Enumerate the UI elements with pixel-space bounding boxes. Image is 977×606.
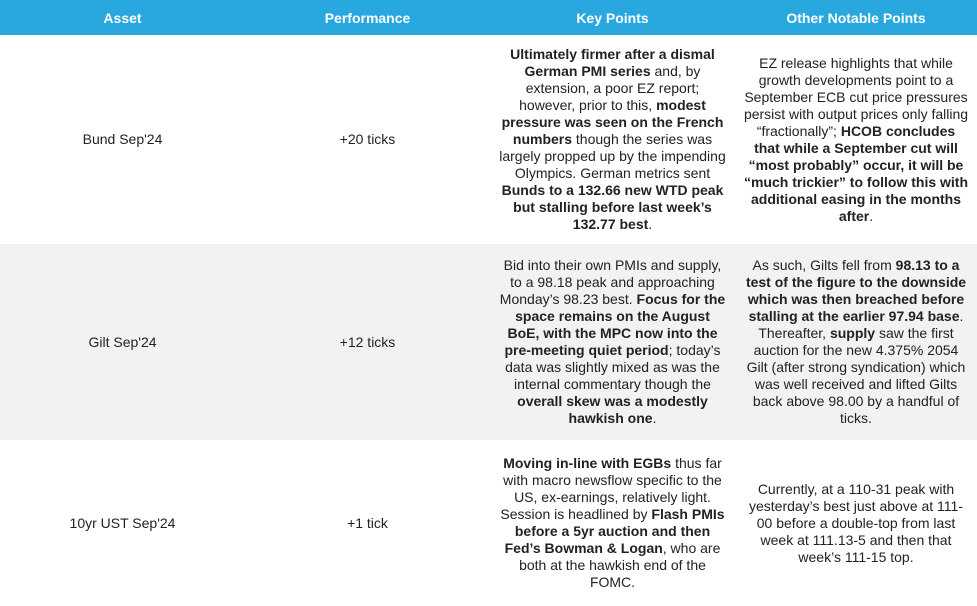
text-segment: Currently, at a 110-31 peak with yesterday’s best just above at 111-00 before a double-top from last week at 111.13-5 and then that week’s 111-15 top. (748, 480, 963, 565)
table-row (0, 440, 977, 606)
header-asset: Asset (0, 0, 245, 35)
header-row (0, 0, 977, 35)
header-performance: Performance (245, 0, 490, 35)
text-segment: . (648, 216, 653, 232)
other-points-cell (735, 244, 977, 440)
bold-text-segment: 98.13 to a test of the figure to the downside which was then breached before stalling at the earlier 97.94 base (745, 257, 967, 324)
text-segment: . (869, 207, 874, 224)
performance-cell: +20 ticks (339, 131, 396, 147)
bold-text-segment: Ultimately firmer after a dismal German PMI series (510, 46, 715, 79)
bold-text-segment: HCOB concludes that while a September cut will “most probably” occur, it will be “much trickier” to follow this with additional easing in the months after (743, 122, 968, 224)
asset-cell: Bund Sep'24 (82, 131, 163, 147)
text-segment: , who are both at the hawkish end of the FOMC. (519, 540, 721, 590)
text-segment: though the series was largely propped up by the impending Olympics. German metrics sent (499, 131, 726, 181)
text-segment: Bid into their own PMIs and supply, to a 98.18 peak and approaching Monday’s 98.23 best. (499, 257, 722, 307)
text-segment: As such, Gilts fell from (752, 257, 896, 273)
text-segment: thus far with macro newsflow specific to the US, ex-earnings, relatively light. Session is headlined by (500, 455, 722, 522)
bold-text-segment: overall skew was a modestly hawkish one (517, 393, 708, 426)
text-segment: EZ release highlights that while growth developments point to a September ECB cut price pressures persist with output prices only falling “fractionally”; (743, 54, 969, 139)
bold-text-segment: Moving in-line with EGBs (503, 455, 672, 471)
text-segment: . (652, 410, 657, 426)
performance-cell: +1 tick (347, 514, 388, 531)
asset-cell: Gilt Sep'24 (0, 244, 245, 440)
bold-text-segment: Focus for the space remains on the August BoE, with the MPC now into the pre-meeting quiet period (504, 291, 726, 358)
bold-text-segment: Flash PMIs before a 5yr auction and then Fed’s Bowman & Logan (504, 506, 725, 556)
text-segment: and, by extension, a poor EZ report; however, prior to this, (519, 63, 701, 113)
header-key-points: Key Points (490, 0, 735, 35)
text-segment: . Thereafter, (758, 308, 964, 341)
header-other-points: Other Notable Points (735, 0, 977, 35)
table-row (0, 35, 977, 244)
performance-cell: +12 ticks (245, 244, 490, 440)
bold-text-segment: modest pressure was seen on the French numbers (501, 97, 724, 147)
text-segment: saw the first auction for the new 4.375% 2054 Gilt (after strong syndication) which was well received and lifted Gilts back above 98.00 by a handful of ticks. (746, 325, 966, 426)
key-points-cell (490, 440, 735, 606)
bold-text-segment: supply (829, 325, 876, 341)
table-row (0, 244, 977, 440)
asset-cell: 10yr UST Sep'24 (69, 514, 176, 531)
other-points-cell (735, 35, 977, 244)
key-points-cell (490, 244, 735, 440)
other-points-cell (735, 440, 977, 606)
bold-text-segment: Bunds to a 132.66 new WTD peak but stalling before last week’s 132.77 best (501, 182, 724, 232)
key-points-cell (490, 35, 735, 244)
text-segment: ; today’s data was slightly mixed as was the internal commentary though the (505, 342, 721, 392)
